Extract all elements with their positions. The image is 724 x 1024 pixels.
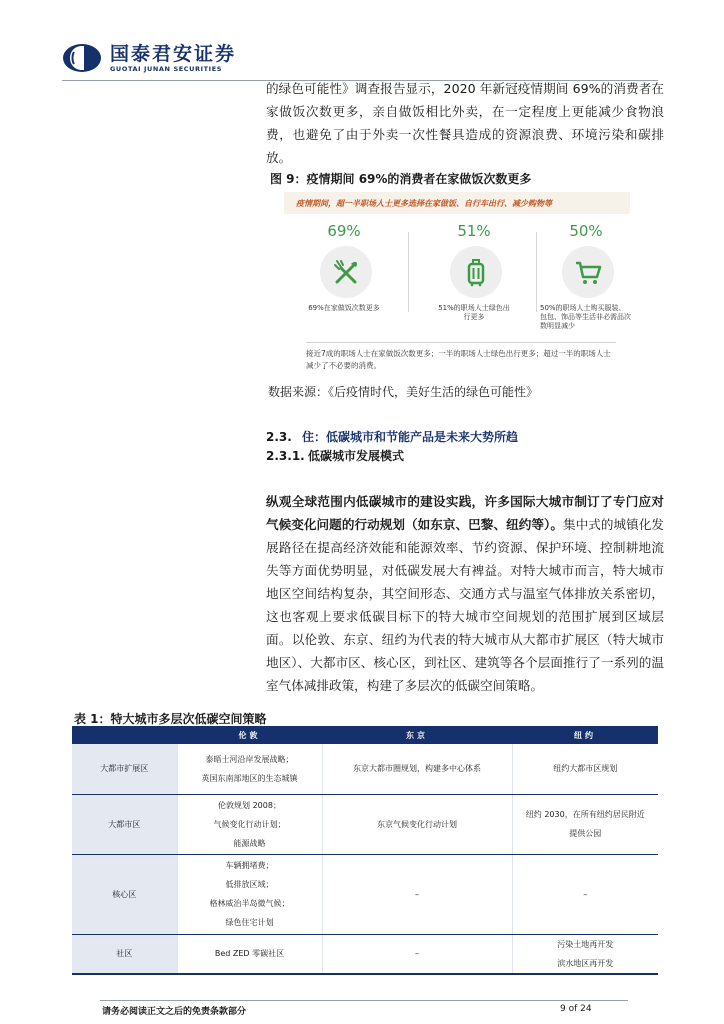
table-header-cell: 纽约 xyxy=(512,726,658,744)
stat-green-travel xyxy=(418,216,530,324)
cell-line: 东京大都市圈规划，构建多中心体系 xyxy=(353,764,481,774)
newyork-cell xyxy=(512,744,658,794)
tokyo-cell xyxy=(322,744,512,794)
cell-line: Bed ZED 零碳社区 xyxy=(214,949,285,959)
newyork-cell xyxy=(512,854,658,934)
stat-icon-circle xyxy=(450,246,502,298)
cell-line: 滨水地区再开发 xyxy=(557,958,614,968)
cell-line: 英国东南部地区的生态城镇 xyxy=(201,773,298,783)
section-title: 住：低碳城市和节能产品是未来大势所趋 xyxy=(302,430,519,444)
london-cell xyxy=(177,794,322,854)
cell-line: – xyxy=(415,889,419,899)
section-heading xyxy=(266,428,518,445)
stat-icon-circle xyxy=(562,246,614,298)
figure-banner: 疫情期间，超一半职场人士更多选择在家做饭、自行车出行、减少购物等 xyxy=(284,192,630,214)
tokyo-cell xyxy=(322,794,512,854)
stat-divider xyxy=(536,232,537,312)
cell-line: 格林威治半岛微气候； xyxy=(209,899,290,908)
table-header-cell: 东京 xyxy=(322,726,512,744)
main-paragraph xyxy=(266,490,664,697)
figure-title: 图 9：疫情期间 69%的消费者在家做饭次数更多 xyxy=(270,172,532,186)
subsection-title: 低碳城市发展模式 xyxy=(308,449,405,463)
stat-icon-circle xyxy=(320,246,372,298)
cell-line: 污染土地再开发 xyxy=(557,939,614,949)
infographic-figure xyxy=(284,192,630,376)
cell-line: 伦敦规划 2008； xyxy=(218,800,281,810)
row-level: 社区 xyxy=(72,934,177,974)
cell-line: 车辆拥堵费； xyxy=(225,861,274,870)
cell-line: 东京气候变化行动计划 xyxy=(377,819,457,829)
main-paragraph-rest: 集中式的城镇化发展路径在提高经济效能和能源效率、节约资源、保护环境、控制耕地流失等方面优势明显，对低碳发展大有裨益。对特大城市而言，特大城市地区空间结构复杂，其空间形态、交通方式与温室气体排放关系密切，这也客观上要求低碳目标下的特大城市空间规划的范围扩展到区域层面。以伦敦、东京、纽约为代表的特大城市从大都市扩展区（特大城市地区）、大都市区、核心区，到社区、建筑等各个层面推行了一系列的温室气体减排政策，构建了多层次的低碳空间策略。 xyxy=(266,517,665,693)
row-level: 大都市区 xyxy=(72,794,177,854)
london-cell xyxy=(177,854,322,934)
table-row xyxy=(72,744,658,794)
logo-name-cn: 国泰君安证券 xyxy=(110,43,237,65)
stat-value: 51% xyxy=(457,222,491,240)
table-header-cell xyxy=(72,726,177,744)
cell-line: 纽约大都市区规划 xyxy=(553,764,618,774)
logo-mark-icon xyxy=(62,43,102,73)
company-logo xyxy=(62,40,262,76)
table-row xyxy=(72,854,658,934)
london-cell xyxy=(177,744,322,794)
table-header-row xyxy=(72,726,658,744)
table-row xyxy=(72,934,658,974)
page-number: 9 of 24 xyxy=(560,1004,592,1014)
main-paragraph-bold: 纵观全球范围内低碳城市的建设实践，许多国际大城市制订了专门应对气候变化问题的行动规划（如东京、巴黎、纽约等）。 xyxy=(266,494,664,532)
section-number: 2.3. xyxy=(266,430,292,444)
cell-line: 泰晤士河沿岸发展战略； xyxy=(205,754,294,764)
logo-name-en: GUOTAI JUNAN SECURITIES xyxy=(110,65,223,73)
row-level: 核心区 xyxy=(72,854,177,934)
cell-line: 能源战略 xyxy=(233,838,266,848)
figure-source: 数据来源：《后疫情时代，美好生活的绿色可能性》 xyxy=(268,385,539,399)
stat-value: 50% xyxy=(569,222,603,240)
table-row xyxy=(72,794,658,854)
newyork-cell xyxy=(512,794,658,854)
cell-line: 提供公园 xyxy=(569,829,602,838)
subsection-heading xyxy=(266,447,404,464)
stat-divider xyxy=(408,232,409,312)
stat-less-shopping xyxy=(540,216,632,330)
table-header-cell: 伦敦 xyxy=(177,726,322,744)
fork-knife-icon xyxy=(331,257,361,287)
row-level: 大都市扩展区 xyxy=(72,744,177,794)
table-title: 表 1：特大城市多层次低碳空间策略 xyxy=(74,712,267,726)
stat-cooking xyxy=(288,216,400,324)
strategy-table xyxy=(72,726,658,975)
stat-caption: 50%的职场人士购买服装、包包、饰品等生活非必需品次数明显减少 xyxy=(540,304,631,330)
cell-line: 低排放区域； xyxy=(225,880,274,889)
cell-line: – xyxy=(583,889,588,899)
intro-paragraph: 的绿色可能性》调查报告显示，2020 年新冠疫情期间 69%的消费者在家做饭次数更多，亲自做饭相比外卖，在一定程度上更能减少食物浪费，也避免了由于外卖一次性餐具造成的资源浪费、环境污染和碳排放。 xyxy=(266,81,664,165)
stat-value: 69% xyxy=(327,222,361,240)
luggage-icon xyxy=(461,257,491,287)
cell-line: 纽约 2030，在所有纽约居民附近 xyxy=(525,810,645,819)
cell-line: 气候变化行动计划； xyxy=(213,819,286,829)
tokyo-cell xyxy=(322,934,512,974)
figure-note: 接近7成的职场人士在家做饭次数更多；一半的职场人士绿色出行更多；超过一半的职场人士减少了不必要的消费。 xyxy=(306,342,616,372)
footer-divider xyxy=(100,1000,628,1001)
stat-caption: 69%在家做饭次数更多 xyxy=(308,304,380,312)
london-cell xyxy=(177,934,322,974)
stat-caption: 51%的职场人士绿色出行更多 xyxy=(438,304,510,321)
footer-disclaimer: 请务必阅读正文之后的免责条款部分 xyxy=(102,1007,247,1017)
cart-icon xyxy=(573,257,603,287)
subsection-number: 2.3.1. xyxy=(266,449,305,463)
tokyo-cell xyxy=(322,854,512,934)
newyork-cell xyxy=(512,934,658,974)
cell-line: 绿色住宅计划 xyxy=(225,918,274,927)
cell-line: – xyxy=(415,949,419,959)
